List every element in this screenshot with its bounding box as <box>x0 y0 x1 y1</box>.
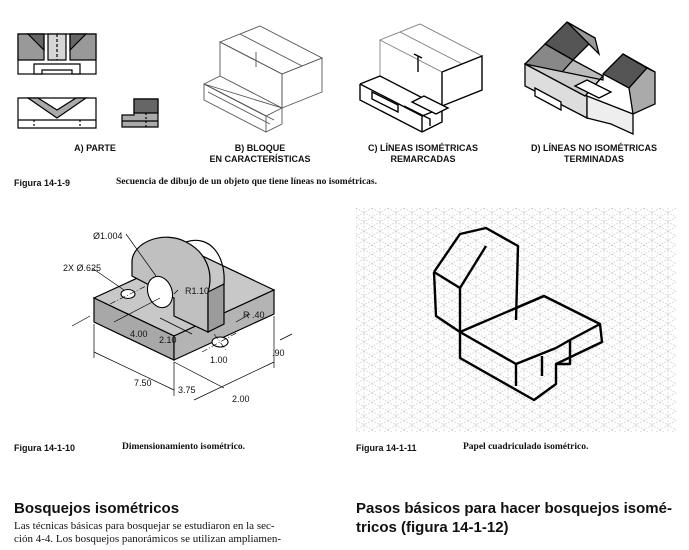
dim-2-10: 2.10 <box>159 335 177 345</box>
panel-b-label-line2: EN CARACTERÍSTICAS <box>209 154 311 164</box>
figure-14-1-11-caption: Papel cuadriculado isométrico. <box>463 442 589 452</box>
dim-2-00: 2.00 <box>232 394 250 404</box>
section-heading-right <box>356 499 676 537</box>
panel-b-label <box>200 143 320 165</box>
darkened-isometric-drawing <box>352 20 490 138</box>
section-heading-right-line1: Pasos básicos para hacer bosquejos isomé- <box>356 500 672 517</box>
part-side-view <box>118 95 162 135</box>
isometric-grid-paper <box>356 208 676 432</box>
dim-diameter-1004: Ø1.004 <box>93 231 123 241</box>
panel-c-label <box>358 143 488 165</box>
dim-3-75: 3.75 <box>178 385 196 395</box>
isometric-dimensioning-drawing <box>14 212 314 420</box>
figure-14-1-9-caption: Secuencia de dibujo de un objeto que tiene líneas no isométricas. <box>116 177 377 187</box>
dim-90: .90 <box>272 348 285 358</box>
panel-d-label <box>524 143 664 165</box>
panel-a-label: A) PARTE <box>74 143 116 153</box>
figure-14-1-9-number: Figura 14-1-9 <box>14 178 71 188</box>
finished-nonisometric-drawing <box>515 14 665 139</box>
panel-d-label-line1: D) LÍNEAS NO ISOMÉTRICAS <box>530 143 657 153</box>
dim-radius-40: R .40 <box>243 310 265 320</box>
figure-14-1-10-number: Figura 14-1-10 <box>14 443 76 453</box>
part-orthographic-views <box>14 30 104 135</box>
panel-d-label-line2: TERMINADAS <box>564 154 624 164</box>
feature-block-drawing <box>200 22 330 137</box>
dim-4-00: 4.00 <box>130 329 148 339</box>
body-line-2: ción 4-4. Los bosquejos panorámicos se utilizan ampliamen- <box>14 533 281 545</box>
dim-1-00: 1.00 <box>210 355 228 365</box>
panel-b-label-line1: B) BLOQUE <box>234 143 286 153</box>
section-body-left <box>14 520 344 546</box>
figure-14-1-10-caption: Dimensionamiento isométrico. <box>122 442 245 452</box>
dim-radius-110: R1.10 <box>185 286 210 296</box>
panel-c-label-line1: C) LÍNEAS ISOMÉTRICAS <box>367 143 478 153</box>
dim-7-50: 7.50 <box>134 378 152 388</box>
section-heading-left: Bosquejos isométricos <box>14 500 180 517</box>
section-heading-right-line2: tricos (figura 14-1-12) <box>356 519 509 536</box>
dim-diameter-625: 2X Ø.625 <box>63 263 102 273</box>
body-line-1: Las técnicas básicas para bosquejar se estudiaron en la sec- <box>14 520 275 532</box>
figure-14-1-11-number: Figura 14-1-11 <box>356 443 417 453</box>
panel-c-label-line2: REMARCADAS <box>390 154 456 164</box>
